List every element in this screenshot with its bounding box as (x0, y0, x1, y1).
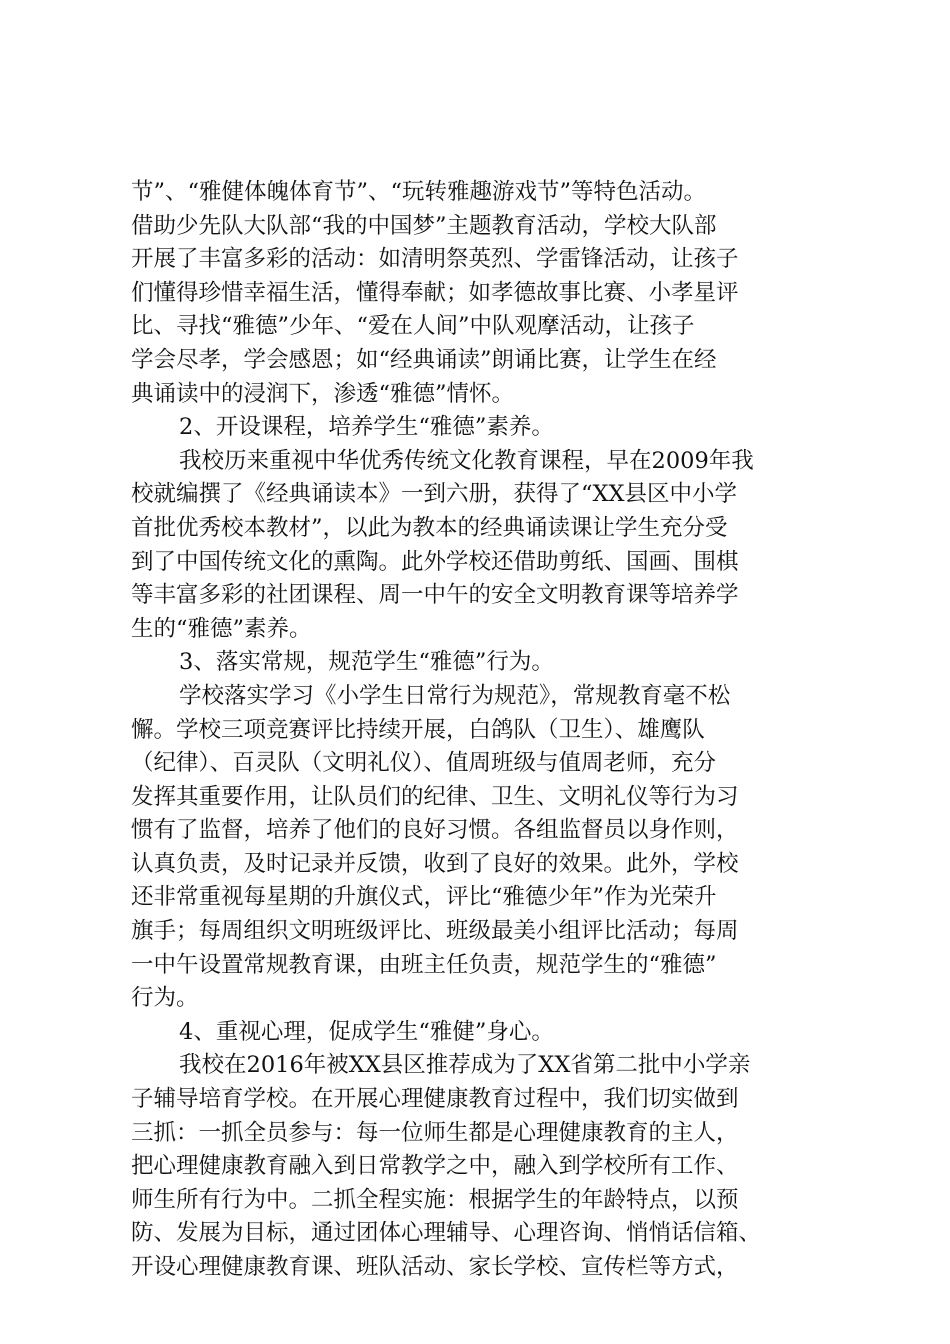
text-line: 师生所有行为中。二抓全程实施：根据学生的年龄特点，以预 (131, 1186, 739, 1213)
text-line: 等丰富多彩的社团课程、周一中午的安全文明教育课等培养学 (131, 582, 739, 609)
text-line: 学会尽孝，学会感恩；如“经典诵读”朗诵比赛，让学生在经 (131, 346, 717, 373)
text-line: 把心理健康教育融入到日常教学之中，融入到学校所有工作、 (131, 1153, 739, 1180)
text-line: 子辅导培育学校。在开展心理健康教育过程中，我们切实做到 (131, 1086, 739, 1113)
text-line: 三抓：一抓全员参与：每一位师生都是心理健康教育的主人， (131, 1119, 739, 1146)
text-line: 旗手；每周组织文明班级评比、班级最美小组评比活动；每周 (131, 918, 739, 945)
section-heading: 2、开设课程，培养学生“雅德”素养。 (179, 414, 554, 441)
text-line: 我校在2016年被XX县区推荐成为了XX省第二批中小学亲 (179, 1052, 751, 1079)
text-line: 认真负责，及时记录并反馈，收到了良好的效果。此外，学校 (131, 850, 739, 877)
text-line: 们懂得珍惜幸福生活，懂得奉献；如孝德故事比赛、小孝星评 (131, 279, 739, 306)
text-line: 发挥其重要作用，让队员们的纪律、卫生、文明礼仪等行为习 (131, 783, 739, 810)
text-line: 比、寻找“雅德”少年、“爱在人间”中队观摩活动，让孩子 (131, 313, 695, 340)
text-line: 典诵读中的浸润下，渗透“雅德”情怀。 (131, 380, 515, 407)
text-line: 还非常重视每星期的升旗仪式，评比“雅德少年”作为光荣升 (131, 884, 717, 911)
text-line: 开设心理健康教育课、班队活动、家长学校、宣传栏等方式， (131, 1254, 739, 1280)
section-heading: 3、落实常规，规范学生“雅德”行为。 (179, 649, 554, 676)
text-line: （纪律）、百灵队（文明礼仪）、值周班级与值周老师，充分 (131, 750, 717, 777)
text-line: 节”、“雅健体魄体育节”、“玩转雅趣游戏节”等特色活动。 (131, 179, 707, 205)
text-line: 防、发展为目标，通过团体心理辅导、心理咨询、悄悄话信箱、 (131, 1220, 762, 1247)
text-line: 学校落实学习《小学生日常行为规范》，常规教育毫不松 (179, 682, 731, 709)
text-line: 行为。 (131, 985, 199, 1012)
document-body (131, 176, 831, 1285)
text-line: 到了中国传统文化的熏陶。此外学校还借助剪纸、国画、围棋 (131, 548, 739, 575)
text-line: 生的“雅德”素养。 (131, 615, 312, 642)
text-line: 借助少先队大队部“我的中国梦”主题教育活动，学校大队部 (131, 212, 717, 239)
text-line: 惯有了监督，培养了他们的良好习惯。各组监督员以身作则， (131, 817, 739, 844)
text-line: 懈。学校三项竞赛评比持续开展，白鸽队（卫生）、雄鹰队 (131, 716, 705, 743)
text-line: 首批优秀校本教材”，以此为教本的经典诵读课让学生充分受 (131, 514, 728, 541)
text-line: 一中午设置常规教育课，由班主任负责，规范学生的“雅德” (131, 951, 717, 978)
section-heading: 4、重视心理，促成学生“雅健”身心。 (179, 1018, 554, 1045)
text-line: 校就编撰了《经典诵读本》一到六册，获得了“XX县区中小学 (131, 481, 738, 508)
text-line: 我校历来重视中华优秀传统文化教育课程，早在2009年我 (179, 447, 754, 474)
text-line: 开展了丰富多彩的活动：如清明祭英烈、学雷锋活动，让孩子 (131, 246, 739, 273)
